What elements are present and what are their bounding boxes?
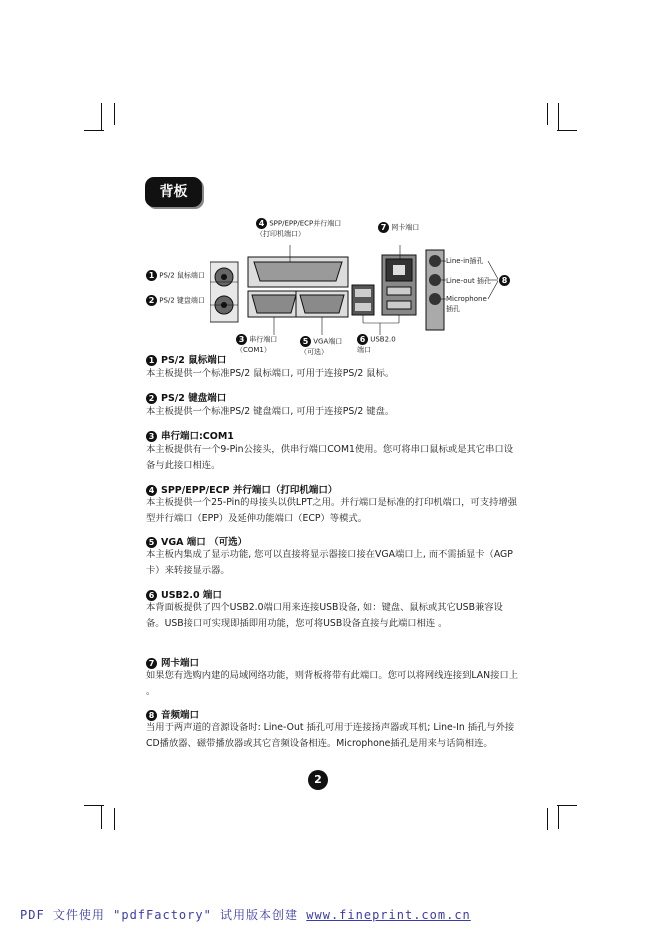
section-body-audio-port: 当用于两声道的音源设备时: Line-Out 插孔可用于连接扬声器或耳机; Line-In 插孔与外接CD播放器、磁带播放器或其它音频设备相连。Microphone插孔是用来与话筒相连。	[146, 722, 515, 749]
callout-serial-port: 3 串行端口（COM1）	[236, 335, 278, 354]
section-number: 6	[146, 590, 157, 601]
line-in-jack	[429, 255, 441, 267]
section-heading-serial-port: 3 串行端口:COM1	[146, 428, 234, 442]
footer-prefix: PDF 文件使用 "pdfFactory" 试用版本创建	[20, 908, 307, 922]
section-number: 5	[146, 537, 157, 548]
callout-lan-port: 7 网卡端口	[378, 222, 419, 233]
callout-vga-port: 5 VGA端口（可选）	[300, 337, 343, 356]
callout-number: 6	[357, 334, 368, 345]
page-title: 背板	[145, 177, 202, 207]
section-body-serial-port: 本主板提供有一个9-Pin公接头，供串行端口COM1使用。您可将串口鼠标或是其它串口设备与此接口相连。	[146, 444, 513, 471]
line-out-jack	[429, 274, 441, 286]
page-number: 2	[308, 770, 328, 790]
pdf-footer	[20, 906, 471, 923]
callout-ps2-mouse: 1 PS/2 鼠标端口	[146, 270, 205, 281]
footer-link[interactable]: www.fineprint.com.cn	[306, 908, 471, 922]
parallel-port	[254, 262, 342, 281]
section-heading-lan-port: 7 网卡端口	[146, 655, 199, 669]
callout-line-out: Line-out 插孔	[446, 277, 491, 285]
section-heading-ps2-mouse: 1 PS/2 鼠标端口	[146, 352, 226, 366]
callout-number: 5	[300, 336, 311, 347]
section-number: 7	[146, 658, 157, 669]
serial-port	[252, 295, 296, 313]
callout-ps2-keyboard: 2 PS/2 键盘端口	[146, 295, 205, 306]
callout-usb-port: 6 USB2.0端口	[357, 335, 396, 354]
section-heading-audio-port: 8 音频端口	[146, 707, 199, 721]
callout-number: 3	[236, 334, 247, 345]
callout-parallel-port: 4 SPP/EPP/ECP并行端口（打印机端口）	[256, 219, 342, 238]
callout-number-audio: 8	[499, 275, 510, 286]
section-heading-usb-port: 6 USB2.0 端口	[146, 587, 222, 601]
section-body-vga-port: 本主板内集成了显示功能, 您可以直接将显示器接口接在VGA端口上, 而不需插显卡（AGP卡）来转接显示器。	[146, 549, 513, 576]
section-heading-vga-port: 5 VGA 端口 （可选）	[146, 534, 247, 548]
section-heading-parallel-port: 4 SPP/EPP/ECP 并行端口（打印机端口）	[146, 482, 337, 496]
section-body-ps2-mouse: 本主板提供一个标准PS/2 鼠标端口, 可用于连接PS/2 鼠标。	[146, 368, 395, 379]
section-body-lan-port: 如果您有选购内建的局域网络功能，则背板将带有此端口。您可以将网线连接到LAN接口上 。	[146, 670, 518, 697]
section-body-parallel-port: 本主板提供一个25-Pin的母接头以供LPT之用。并行端口是标准的打印机端口，可支持增强型并行端口（EPP）及延伸功能端口（ECP）等模式。	[146, 497, 517, 524]
vga-port	[300, 295, 344, 313]
section-number: 2	[146, 393, 157, 404]
section-number: 8	[146, 710, 157, 721]
callout-number: 1	[146, 270, 157, 281]
microphone-jack	[429, 293, 441, 305]
callout-line-in: Line-in插孔	[446, 257, 484, 265]
callout-number: 2	[146, 295, 157, 306]
section-number: 4	[146, 485, 157, 496]
callout-number: 4	[256, 218, 267, 229]
section-body-usb-port: 本背面板提供了四个USB2.0端口用来连接USB设备, 如：键盘、鼠标或其它USB兼容设备。USB接口可实现即插即用功能，您可将USB设备直接与此端口相连 。	[146, 602, 503, 629]
callout-microphone: Microphone插孔	[446, 295, 487, 313]
section-heading-ps2-keyboard: 2 PS/2 键盘端口	[146, 390, 226, 404]
section-number: 3	[146, 431, 157, 442]
callout-number: 7	[378, 222, 389, 233]
section-number: 1	[146, 355, 157, 366]
section-body-ps2-keyboard: 本主板提供一个标准PS/2 键盘端口, 可用于连接PS/2 键盘。	[146, 406, 395, 417]
